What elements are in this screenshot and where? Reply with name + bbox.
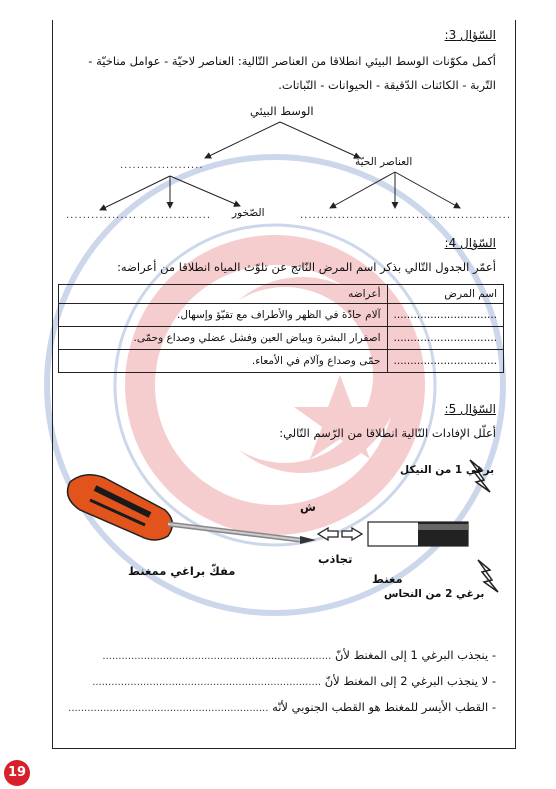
q5-title: السّؤال 5:: [444, 402, 496, 416]
label-screw-1: برغي 1 من النيكل: [400, 464, 495, 476]
table-row: [59, 304, 504, 327]
table-row: [59, 350, 504, 373]
symptoms-cell: حمّى وصداع وآلام في الأمعاء.: [59, 350, 388, 373]
statement-3-blank[interactable]: ...............................................................: [68, 703, 269, 714]
statement-2-blank[interactable]: ........................................................................: [92, 677, 322, 688]
tree-leaf-blank-1: .................: [66, 210, 138, 221]
label-south-pole: ش: [300, 500, 316, 514]
q5-instruction: أعلّل الإفادات التّالية انطلاقا من الرّسم التّالي:: [279, 426, 496, 440]
disease-name-blank[interactable]: ...............................: [387, 304, 503, 327]
screwdriver-illustration: [68, 475, 316, 544]
disease-name-blank[interactable]: ...............................: [387, 350, 503, 373]
tree-arrows: [0, 0, 556, 260]
label-screwdriver: مفكّ براغي ممغنط: [128, 564, 236, 578]
q3-instruction-line1: أكمل مكوّنات الوسط البيئي انطلاقا من العناصر التّالية: العناصر لاحيّة - عوامل مناخيّة -: [88, 54, 496, 68]
statement-1-text: - ينجذب البرغي 1 إلى المغنط لأنّ: [334, 648, 496, 662]
tree-root-label: الوسط البيئي: [250, 104, 314, 118]
header-symptoms: أعراضه: [59, 285, 388, 304]
symptoms-cell: آلام حادّة في الظهر والأطراف مع تقيّؤ وإسهال.: [59, 304, 388, 327]
tree-nonliving-blank: ....................: [120, 160, 204, 171]
label-screw-2: برغي 2 من النحاس: [384, 588, 485, 600]
page-number-badge: 19: [4, 760, 30, 786]
tree-leaf-blank-2: .................: [140, 210, 212, 221]
statement-2: [92, 674, 496, 688]
bar-magnet: [368, 522, 468, 546]
tree-rocks-label: الصّخور: [232, 207, 265, 219]
tree-leaf-blank-3: .................: [300, 210, 372, 221]
tree-leaf-blank-4: .................: [370, 210, 442, 221]
label-attraction: تجاذب: [318, 552, 353, 566]
attraction-arrows: [318, 528, 362, 540]
statement-2-text: - لا ينجذب البرغي 2 إلى المغنط لأنّ: [324, 674, 496, 688]
statement-1-blank[interactable]: ........................................................................: [102, 651, 332, 662]
q3-title: السّؤال 3:: [444, 28, 496, 42]
symptoms-cell: اصفرار البشرة وبياض العين وفشل عضلي وصداع وحمّى.: [59, 327, 388, 350]
statement-3-text: - القطب الأيسر للمغنط هو القطب الجنوبي لأنّه: [272, 700, 496, 714]
table-header-row: [59, 285, 504, 304]
disease-name-blank[interactable]: ...............................: [387, 327, 503, 350]
statement-3: [68, 700, 496, 714]
q4-title: السّؤال 4:: [444, 236, 496, 250]
tree-living-label: العناصر الحيّة: [355, 156, 413, 168]
q3-instruction-line2: التّربة - الكائنات الدّقيقة - الحيوانات - النّباتات.: [278, 78, 496, 92]
header-disease-name: اسم المرض: [387, 285, 503, 304]
tree-leaf-blank-5: .................: [440, 210, 512, 221]
disease-table: [58, 284, 504, 373]
table-row: [59, 327, 504, 350]
statement-1: [102, 648, 496, 662]
label-magnet: مغنط: [372, 572, 403, 586]
q4-instruction: أعمّر الجدول التّالي بذكر اسم المرض النّاتج عن تلوّث المياه انطلاقا من أعراضه:: [117, 260, 496, 274]
